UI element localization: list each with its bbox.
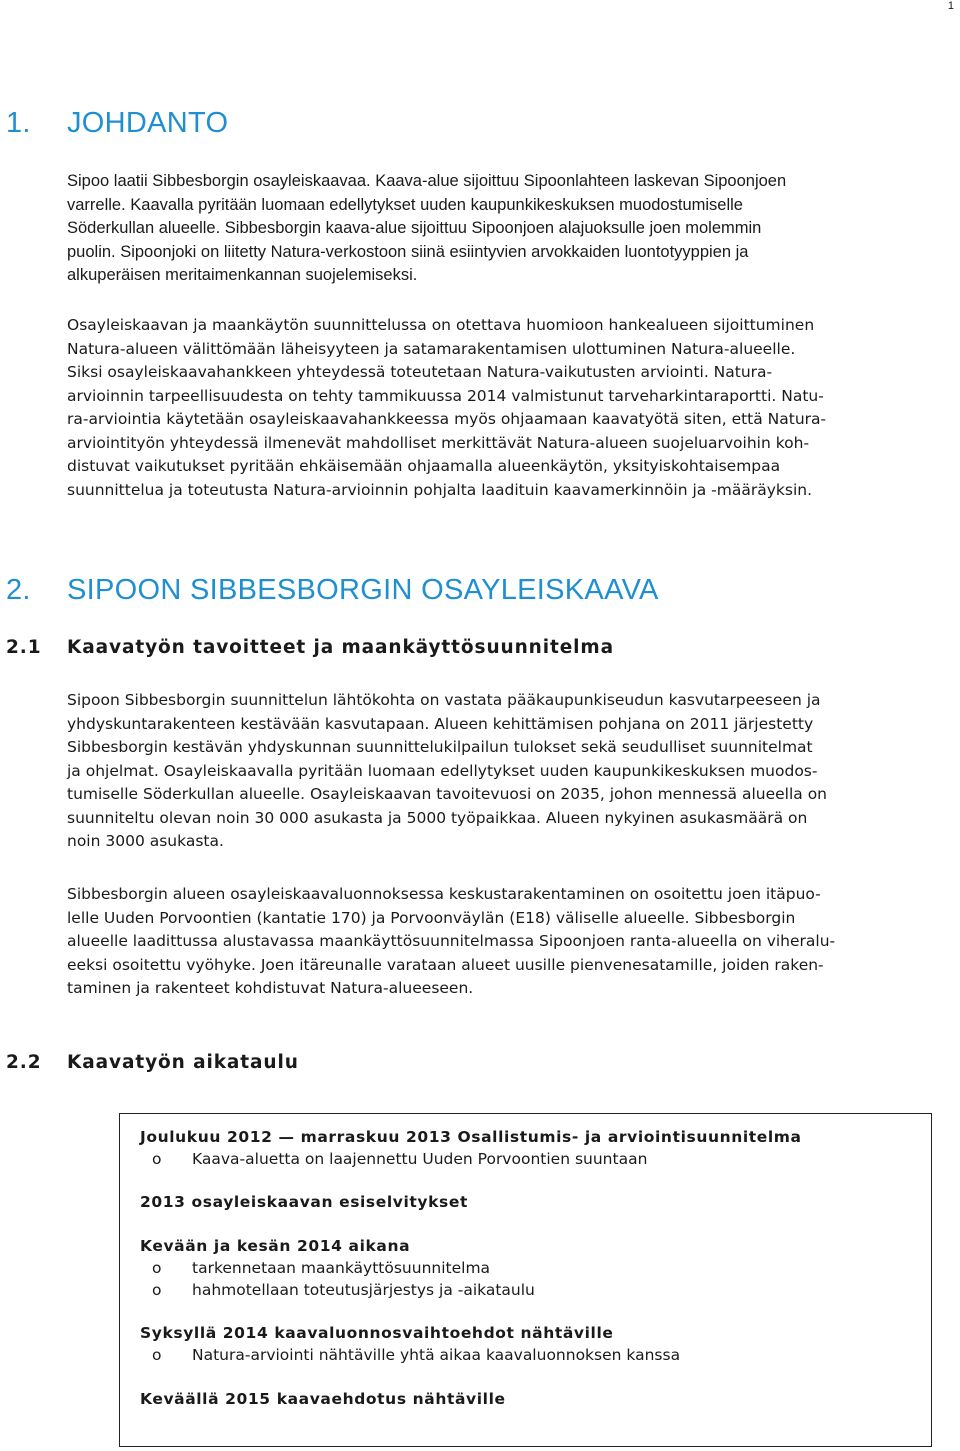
schedule-entry: [140, 1191, 468, 1213]
text-line: noin 3000 asukasta.: [67, 832, 224, 850]
schedule-bullet-item: [140, 1279, 535, 1301]
text-line: alkuperäisen meritaimenkannan suojelemiseksi.: [67, 266, 418, 284]
text-line: yhdyskuntarakenteen kestävään kasvutapaan. Alueen kehittämisen pohjana on 2011 järjestetty: [67, 714, 814, 733]
schedule-entry-title: Joulukuu 2012 — marraskuu 2013 Osallistumis- ja arviointisuunnitelma: [140, 1128, 802, 1146]
bullet-icon: o: [152, 1346, 162, 1364]
section-number: 2.: [6, 574, 31, 606]
text-line: lelle Uuden Porvoontien (kantatie 170) ja Porvoonväylän (E18) väliselle alueelle. Sibbesborgin: [67, 908, 796, 927]
bullet-icon: o: [152, 1281, 162, 1299]
schedule-entry-title: 2013 osayleiskaavan esiselvitykset: [140, 1193, 468, 1211]
text-line: Natura-alueen välittömään läheisyyteen ja satamarakentamisen ulottuminen Natura-alueelle.: [67, 339, 796, 358]
text-line: varrelle. Kaavalla pyritään luomaan edellytykset uuden kaupunkikeskuksen muodostumiselle: [67, 195, 743, 214]
bullet-text: Kaava-aluetta on laajennettu Uuden Porvoontien suuntaan: [192, 1150, 648, 1168]
bullet-text: Natura-arviointi nähtäville yhtä aikaa kaavaluonnoksen kanssa: [192, 1346, 681, 1364]
text-line: Sipoo laatii Sibbesborgin osayleiskaavaa. Kaava-alue sijoittuu Sipoonlahteen laskevan Sipoonjoen: [67, 172, 787, 190]
text-line: Siksi osayleiskaavahankkeen yhteydessä toteutetaan Natura-vaikutusten arviointi. Natura-: [67, 363, 773, 381]
schedule-bullet-item: [140, 1257, 535, 1279]
text-line: suunnittelua ja toteutusta Natura-arvioinnin pohjalta laadituin kaavamerkinnöin ja -määräyksin.: [67, 480, 813, 499]
schedule-entry-title: Syksyllä 2014 kaavaluonnosvaihtoehdot nähtäville: [140, 1324, 614, 1342]
schedule-entry: [140, 1126, 802, 1170]
section-2-heading: [6, 574, 659, 607]
text-line: Sibbesborgin alueen osayleiskaavaluonnoksessa keskustarakentaminen on osoitettu joen itäpuo-: [67, 885, 821, 903]
schedule-entry: [140, 1235, 535, 1301]
section-title: Kaavatyön tavoitteet ja maankäyttösuunnitelma: [67, 637, 614, 658]
bullet-icon: o: [152, 1150, 162, 1168]
text-line: puolin. Sipoonjoki on liitetty Natura-verkostoon siinä esiintyvien arvokkaiden luontotyyppien ja: [67, 242, 749, 261]
schedule-entry: [140, 1388, 506, 1410]
section-title: SIPOON SIBBESBORGIN OSAYLEISKAAVA: [67, 574, 659, 606]
bullet-text: hahmotellaan toteutusjärjestys ja -aikataulu: [192, 1281, 535, 1299]
text-line: Sipoon Sibbesborgin suunnittelun lähtökohta on vastata pääkaupunkiseudun kasvutarpeeseen ja: [67, 691, 821, 709]
bullet-icon: o: [152, 1259, 162, 1277]
section-number: 2.1: [6, 637, 42, 658]
section-title: Kaavatyön aikataulu: [67, 1052, 299, 1073]
schedule-entry: [140, 1322, 680, 1366]
text-line: alueelle laadittussa alustavassa maankäyttösuunnitelmassa Sipoonjoen ranta-alueella on viheralu-: [67, 932, 836, 950]
text-line: ra-arviointia käytetään osayleiskaavahankkeessa myös ohjaamaan kaavatyötä siten, että Natura-: [67, 410, 827, 428]
schedule-entry-title: Keväällä 2015 kaavaehdotus nähtäville: [140, 1390, 506, 1408]
section-2-2-heading: [6, 1052, 299, 1073]
goals-paragraph-2: [67, 883, 960, 1001]
schedule-box: [119, 1113, 932, 1447]
text-line: taminen ja rakenteet kohdistuvat Natura-alueeseen.: [67, 979, 474, 997]
intro-paragraph-2: [67, 314, 960, 502]
text-line: arvioinnin tarpeellisuudesta on tehty tammikuussa 2014 valmistunut tarveharkintaraportti. Natu-: [67, 386, 824, 405]
text-line: tumiselle Söderkullan alueelle. Osayleiskaavan tavoitevuosi on 2035, johon mennessä alueella on: [67, 785, 828, 803]
goals-paragraph-1: [67, 689, 960, 854]
schedule-entry-title: Kevään ja kesän 2014 aikana: [140, 1237, 411, 1255]
section-2-1-heading: [6, 637, 614, 658]
text-line: suunniteltu olevan noin 30 000 asukasta ja 5000 työpaikkaa. Alueen nykyinen asukasmäärä on: [67, 808, 808, 827]
text-line: eeksi osoitettu vyöhyke. Joen itäreunalle varataan alueet uusille pienvenesatamille, joiden raken-: [67, 955, 824, 974]
section-number: 1.: [6, 107, 31, 139]
intro-paragraph-1: [67, 170, 960, 288]
text-line: Söderkullan alueelle. Sibbesborgin kaava-alue sijoittuu Sipoonjoen alajuoksulle joen molemmin: [67, 219, 762, 237]
bullet-text: tarkennetaan maankäyttösuunnitelma: [192, 1259, 491, 1277]
section-title: JOHDANTO: [67, 107, 229, 139]
text-line: Sibbesborgin kestävän yhdyskunnan suunnittelukilpailun tulokset sekä seudulliset suunnitelmat: [67, 738, 813, 756]
page-number: 1: [947, 0, 954, 12]
schedule-bullet-item: [140, 1148, 802, 1170]
text-line: distuvat vaikutukset pyritään ehkäisemään ohjaamalla alueenkäytön, yksityiskohtaisempaa: [67, 457, 781, 475]
section-number: 2.2: [6, 1052, 42, 1073]
schedule-bullet-item: [140, 1344, 680, 1366]
text-line: Osayleiskaavan ja maankäytön suunnittelussa on otettava huomioon hankealueen sijoittuminen: [67, 316, 815, 334]
text-line: ja ohjelmat. Osayleiskaavalla pyritään luomaan edellytykset uuden kaupunkikeskuksen muodos-: [67, 761, 818, 780]
section-1-heading: [6, 107, 228, 140]
text-line: arviointityön yhteydessä ilmenevät mahdolliset merkittävät Natura-alueen suojeluarvoihin koh-: [67, 433, 810, 452]
